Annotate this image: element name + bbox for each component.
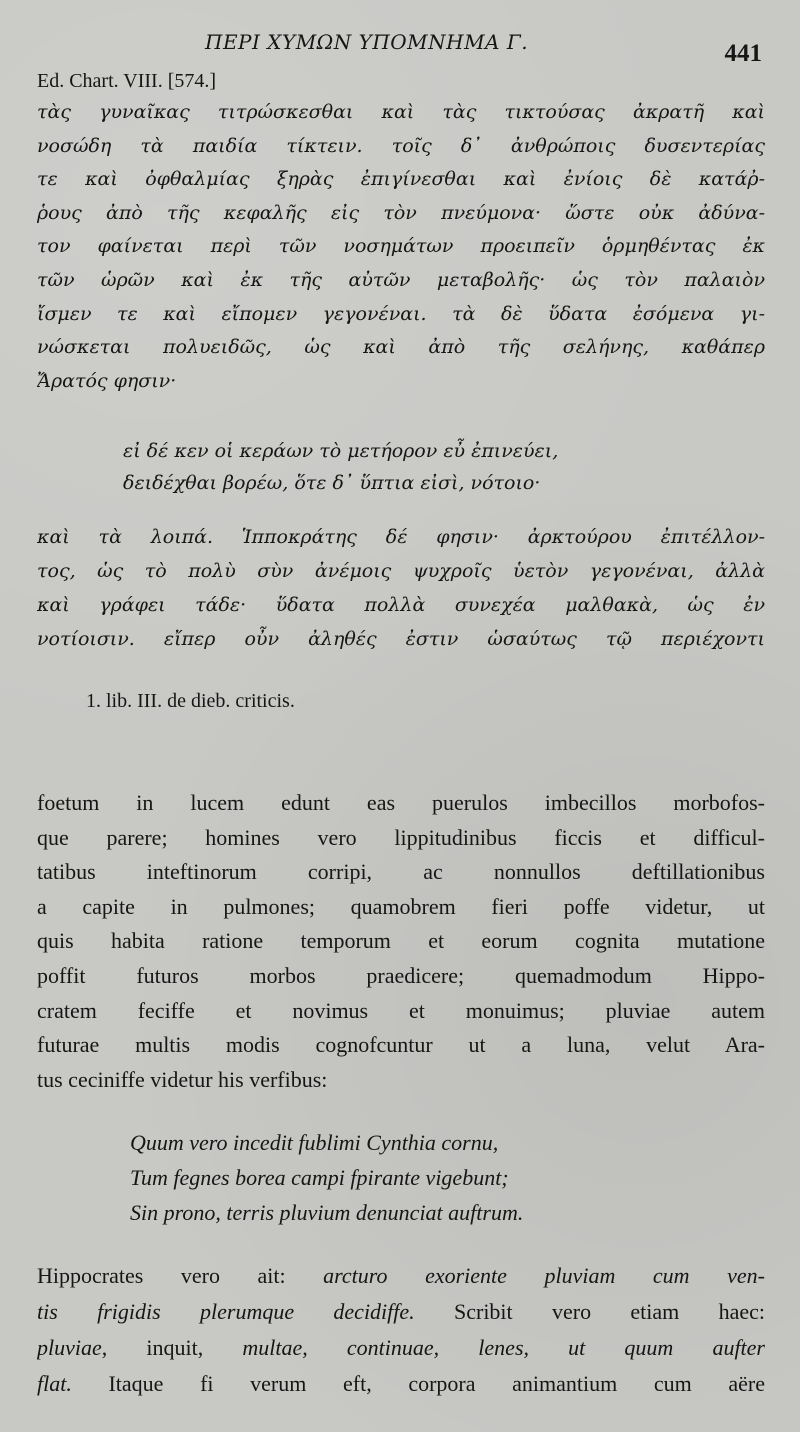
latin-verse-quotation bbox=[130, 1125, 730, 1230]
text-line: tus ceciniffe videtur his verfibus: bbox=[37, 1066, 328, 1092]
quoted-text: multae, continuae, lenes, ut quum aufter bbox=[242, 1335, 765, 1360]
greek-prose-1 bbox=[37, 96, 765, 398]
edition-reference: Ed. Chart. VIII. [574.] bbox=[37, 70, 217, 92]
running-title: ΠΕΡΙ ΧΥΜΩΝ ΥΠΟΜΝΗΜΑ Γ. bbox=[205, 30, 529, 54]
text-run: Scribit vero etiam haec: bbox=[414, 1299, 765, 1324]
text-line: καὶ γράφει τάδε· ὕδατα πολλὰ συνεχέα μαλθακὰ, ὡς ἐν bbox=[37, 594, 765, 616]
text-line: ῥους ἀπὸ τῆς κεφαλῆς εἰς τὸν πνεύμονα· ὥστε οὐκ ἀδύνα- bbox=[37, 201, 765, 224]
text-line: ἴσμεν τε καὶ εἴπομεν γεγονέναι. τὰ δὲ ὕδατα ἐσόμενα γι- bbox=[37, 302, 765, 325]
verse-line: Quum vero incedit fublimi Cynthia cornu, bbox=[130, 1130, 499, 1155]
text-line: καὶ τὰ λοιπά. Ἱπποκράτης δέ φησιν· ἀρκτούρου ἐπιτέλλον- bbox=[37, 526, 765, 548]
text-line: foetum in lucem edunt eas puerulos imbecillos morbofos- bbox=[37, 790, 765, 815]
text-line: quis habita ratione temporum et eorum cognita mutatione bbox=[37, 928, 765, 954]
text-run: Hippocrates vero ait: bbox=[37, 1263, 324, 1288]
text-line: νοσώδη τὰ παιδία τίκτειν. τοῖς δ᾽ ἀνθρώποις δυσεντερίας bbox=[37, 134, 765, 157]
latin-prose-1 bbox=[37, 786, 765, 1097]
text-line: τον φαίνεται περὶ τῶν νοσημάτων προειπεῖν ὁρμηθέντας ἐκ bbox=[37, 235, 765, 258]
verse-line: δειδέχθαι βορέω, ὅτε δ᾽ ὕπτια εἰσὶ, νότοιο· bbox=[123, 472, 541, 494]
verse-line: Sin prono, terris pluvium denunciat auftrum. bbox=[130, 1200, 524, 1225]
text-line: νοτίοισιν. εἴπερ οὖν ἀληθές ἐστιν ὡσαύτως τῷ περιέχοντι bbox=[37, 628, 765, 650]
quoted-text: tis frigidis plerumque decidiffe. bbox=[37, 1299, 415, 1324]
text-line: tatibus inteftinorum corripi, ac nonnullos deftillationibus bbox=[37, 859, 765, 885]
text-line bbox=[37, 1366, 765, 1402]
greek-verse-quotation bbox=[123, 435, 723, 499]
quoted-text: flat. bbox=[37, 1371, 72, 1396]
text-line: τὰς γυναῖκας τιτρώσκεσθαι καὶ τὰς τικτούσας ἀκρατῆ καὶ bbox=[37, 101, 765, 123]
quoted-text: pluviae bbox=[37, 1335, 102, 1360]
text-line: futurae multis modis cognofcuntur ut a luna, velut Ara- bbox=[37, 1032, 765, 1058]
verse-line: Tum fegnes borea campi fpirante vigebunt; bbox=[130, 1165, 509, 1190]
text-line: Ἄρατός φησιν· bbox=[37, 369, 177, 392]
text-line bbox=[37, 1330, 765, 1366]
text-line: que parere; homines vero lippitudinibus ficcis et difficul- bbox=[37, 824, 765, 850]
text-run: Itaque fi verum eft, corpora animantium cum aëre bbox=[71, 1371, 765, 1396]
footnote: 1. lib. III. de dieb. criticis. bbox=[86, 690, 295, 712]
text-run: , inquit, bbox=[101, 1335, 243, 1360]
verse-line: εἰ δέ κεν οἱ κεράων τὸ μετήορον εὖ ἐπινεύει, bbox=[123, 440, 559, 462]
text-line bbox=[37, 1258, 765, 1294]
page-number: 441 bbox=[724, 40, 762, 67]
greek-prose-2 bbox=[37, 520, 765, 656]
text-line: poffit futuros morbos praedicere; quemadmodum Hippo- bbox=[37, 962, 765, 988]
latin-prose-2 bbox=[37, 1258, 765, 1402]
text-line: τος, ὡς τὸ πολὺ σὺν ἀνέμοις ψυχροῖς ὑετὸν γεγονέναι, ἀλλὰ bbox=[37, 560, 765, 582]
text-line: τε καὶ ὀφθαλμίας ξηρὰς ἐπιγίνεσθαι καὶ ἐνίοις δὲ κατάῤ- bbox=[37, 168, 765, 191]
text-line: τῶν ὡρῶν καὶ ἐκ τῆς αὐτῶν μεταβολῆς· ὡς τὸν παλαιὸν bbox=[37, 268, 765, 291]
text-line bbox=[37, 1294, 765, 1330]
text-line: νώσκεται πολυειδῶς, ὡς καὶ ἀπὸ τῆς σελήνης, καθάπερ bbox=[37, 336, 765, 359]
quoted-text: arcturo exoriente pluviam cum ven- bbox=[323, 1263, 765, 1288]
text-line: cratem feciffe et novimus et monuimus; pluviae autem bbox=[37, 997, 765, 1023]
text-line: a capite in pulmones; quamobrem fieri poffe videtur, ut bbox=[37, 893, 765, 919]
